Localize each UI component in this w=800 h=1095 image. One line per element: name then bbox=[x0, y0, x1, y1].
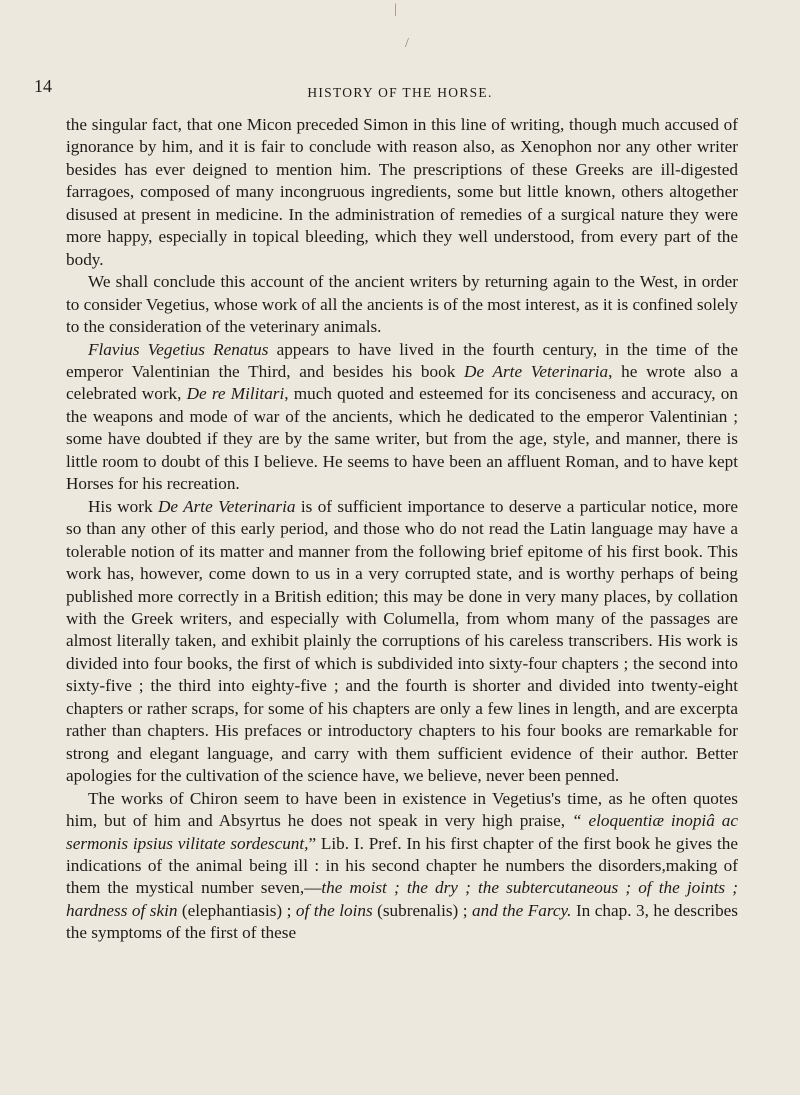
text-run: appears to have lived in the fourth century, in the time of the emperor Valentinian the Third, and besides his book bbox=[66, 339, 739, 381]
page-number: 14 bbox=[34, 76, 52, 96]
running-head: HISTORY OF THE HORSE. bbox=[307, 85, 493, 100]
paragraph bbox=[66, 114, 738, 271]
text-run: (elephantiasis) ; bbox=[177, 900, 296, 920]
italic-text: De Arte Veterinaria bbox=[464, 361, 609, 381]
body-text bbox=[66, 114, 738, 945]
text-run: , much quoted and esteemed for its conciseness and accuracy, on the weapons and mode of war of the ancients, which he dedicated to the emperor Valentinian ; some have doubted if they are by the same writer, but from the age, style, and manner, there is little room to doubt of this I believe. He seems to have been an affluent Roman, and to have kept Horses for his recreation. bbox=[66, 384, 738, 494]
italic-text: the moist ; the dry ; the subtercutaneous ; of the joints ; hardness of skin bbox=[66, 878, 738, 920]
italic-text: De re Militari bbox=[186, 384, 285, 404]
italic-text: of the loins bbox=[295, 900, 373, 920]
paragraph bbox=[66, 788, 738, 945]
text-run: We shall conclude this account of the ancient writers by returning again to the West, in order to consider Vegetius, whose work of all the ancients is of the most interest, as it is confined solely to the consideration of the veterinary animals. bbox=[66, 272, 738, 337]
italic-text: and the Farcy. bbox=[472, 900, 572, 920]
text-run: is of sufficient importance to deserve a particular notice, more so than any other of this early period, and those who do not read the Latin language may have a tolerable notion of its matter and manner from the following brief epitome of his first book. This work has, however, come down to us in a very corrupted state, and is worthy perhaps of being published more correctly in a British edition; this may be done in very many places, by collation with the Greek writers, and especially with Columella, from whom many of the passages are almost literally taken, and exhibit plainly the corruptions of his careless transcribers. His work is divided into four books, the first of which is subdivided into sixty-four chapters ; the second into sixty-five ; the third into eighty-five ; and the fourth is shorter and divided into twenty-eight chapters or rather scraps, for some of his chapters are only a few lines in length, and are excerpta rather than chapters. His prefaces or introductory chapters to his four books are remarkable for strong and elegant language, and carry with them sufficient evidence of their author. Better apologies for the cultivation of the science have, we believe, never been penned. bbox=[66, 496, 739, 786]
text-run: (subrenalis) ; bbox=[372, 900, 472, 920]
paragraph bbox=[66, 339, 738, 496]
text-run: ” Lib. I. Pref. In his first chapter of the first book he gives the indications of the animal being ill : in his second chapter he numbers the disorders,making of them the mystical number seven,— bbox=[66, 833, 738, 898]
text-run: , he wrote also a celebrated work, bbox=[66, 361, 739, 404]
scan-mark: | bbox=[394, 2, 397, 17]
paragraph bbox=[66, 496, 738, 788]
text-run: The works of Chiron seem to have been in existence in Vegetius's time, as he often quotes him, but of him and Absyrtus he does not speak in very high praise, bbox=[66, 788, 738, 831]
italic-text: “ eloquentiæ inopiâ ac sermonis ipsius vilitate sordescunt, bbox=[66, 811, 738, 853]
text-run: His work bbox=[88, 496, 158, 516]
italic-text: De Arte Veterinaria bbox=[158, 496, 296, 516]
paragraph bbox=[66, 271, 738, 338]
text-run: In chap. 3, he describes the symptoms of the first of these bbox=[66, 900, 738, 943]
text-run: the singular fact, that one Micon preceded Simon in this line of writing, though much accused of ignorance by him, and it is fair to conclude with reason also, as Xenophon nor any other writer besides has ever deigned to mention him. The prescriptions of these Greeks are ill-digested farragoes, composed of many incongruous ingredients, some but little known, others altogether disused at present in medicine. In the administration of remedies of a surgical nature they were more happy, especially in topical bleeding, which they well understood, from every part of the body. bbox=[66, 115, 738, 269]
scan-mark: / bbox=[405, 36, 409, 51]
italic-text: Flavius Vegetius Renatus bbox=[88, 339, 269, 359]
